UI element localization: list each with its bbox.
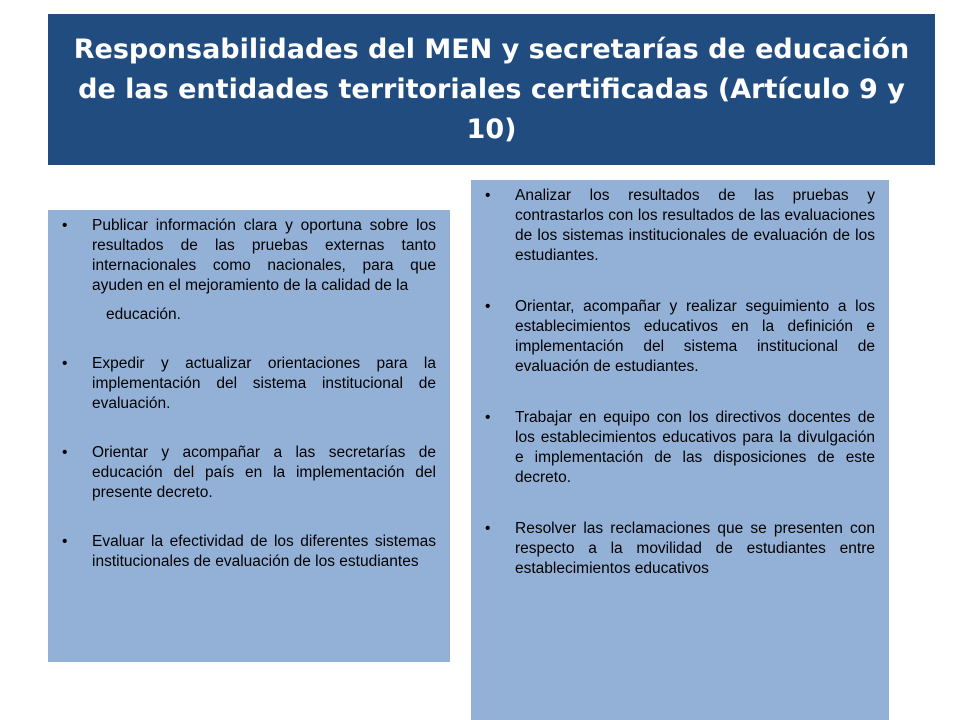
left-list-item: [48, 354, 450, 414]
bullet-icon: •: [485, 298, 491, 315]
left-item-text: Evaluar la efectividad de los diferentes sistemas institucionales de evaluación de los estudiantes: [92, 533, 436, 570]
left-item-text: Publicar información clara y oportuna sobre los resultados de las pruebas externas tanto internacionales como nacionales, para que ayuden en el mejoramiento de la calidad de la: [92, 217, 436, 294]
left-item-text: Expedir y actualizar orientaciones para la implementación del sistema institucional de evaluación.: [92, 355, 436, 412]
bullet-icon: •: [485, 520, 491, 537]
bullet-icon: •: [62, 444, 68, 461]
left-responsibilities-panel: [48, 210, 450, 662]
right-item-text: Trabajar en equipo con los directivos docentes de los establecimientos educativos para la divulgación e implementación de las disposiciones de este decreto.: [515, 409, 875, 486]
left-list-item: [48, 216, 450, 325]
left-list-item: [48, 532, 450, 572]
left-list-item: [48, 443, 450, 503]
right-list-item: [471, 297, 889, 377]
right-item-text: Resolver las reclamaciones que se presenten con respecto a la movilidad de estudiantes entre establecimientos educativos: [515, 520, 875, 577]
right-item-text: Analizar los resultados de las pruebas y contrastarlos con los resultados de las evaluaciones de los sistemas institucionales de evaluación de los estudiantes.: [515, 187, 875, 264]
right-item-text: Orientar, acompañar y realizar seguimiento a los establecimientos educativos en la definición e implementación del sistema institucional de evaluación de estudiantes.: [515, 298, 875, 375]
bullet-icon: •: [62, 355, 68, 372]
bullet-icon: •: [485, 409, 491, 426]
right-list-item: [471, 519, 889, 579]
right-responsibilities-panel: [471, 180, 889, 720]
page-title: Responsabilidades del MEN y secretarías de educación de las entidades territoriales certificadas (Artículo 9 y 10): [73, 33, 910, 145]
bullet-icon: •: [62, 533, 68, 550]
bullet-icon: •: [62, 217, 68, 234]
left-item-text: Orientar y acompañar a las secretarías de educación del país en la implementación del presente decreto.: [92, 444, 436, 501]
right-bullet-list: [471, 180, 889, 579]
title-banner: [48, 14, 935, 165]
bullet-icon: •: [485, 187, 491, 204]
left-bullet-list: [48, 210, 450, 572]
left-item-tail: educación.: [106, 306, 181, 323]
right-list-item: [471, 186, 889, 266]
right-list-item: [471, 408, 889, 488]
